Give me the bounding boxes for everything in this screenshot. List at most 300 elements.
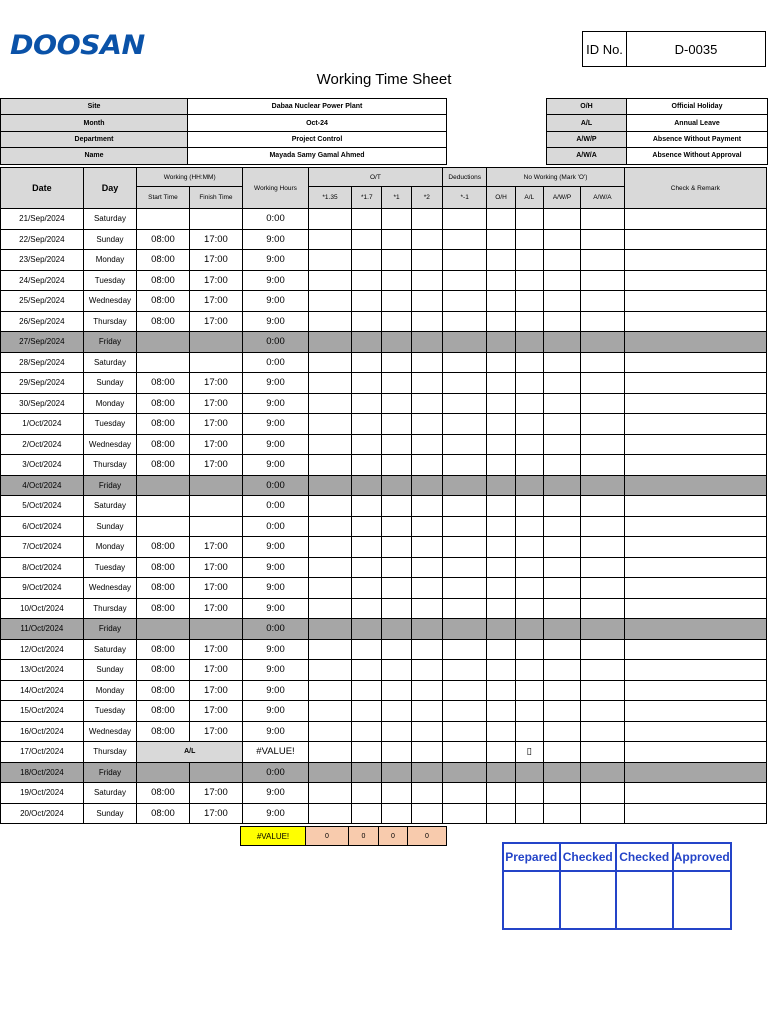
- oh-cell: [487, 721, 515, 742]
- date-cell: 22/Sep/2024: [1, 229, 84, 250]
- ot-2-cell: [411, 475, 442, 496]
- remark-cell: [624, 455, 766, 476]
- info-key: Name: [1, 148, 188, 164]
- ot-1-7-cell: [352, 229, 382, 250]
- table-row: [1, 516, 767, 537]
- al-cell: [515, 537, 543, 558]
- table-row: [1, 352, 767, 373]
- working-hours-cell: 9:00: [243, 373, 309, 394]
- deduction-cell: [443, 250, 487, 271]
- ot-1-7-cell: [352, 557, 382, 578]
- ot-1-35-cell: [308, 270, 351, 291]
- total-hours: #VALUE!: [241, 827, 306, 846]
- remark-cell: [624, 414, 766, 435]
- date-cell: 23/Sep/2024: [1, 250, 84, 271]
- start-time-cell: 08:00: [137, 291, 189, 312]
- oh-cell: [487, 803, 515, 824]
- date-cell: 27/Sep/2024: [1, 332, 84, 353]
- legend-meaning: Official Holiday: [627, 99, 768, 115]
- al-cell: [515, 475, 543, 496]
- start-time-cell: 08:00: [137, 537, 189, 558]
- ot-2-cell: [411, 270, 442, 291]
- remark-cell: [624, 393, 766, 414]
- date-cell: 2/Oct/2024: [1, 434, 84, 455]
- oh-cell: [487, 639, 515, 660]
- al-cell: [515, 496, 543, 517]
- day-cell: Friday: [83, 475, 136, 496]
- deduction-cell: [443, 311, 487, 332]
- day-cell: Saturday: [83, 352, 136, 373]
- header-start-time: Start Time: [137, 187, 189, 209]
- working-hours-cell: 9:00: [243, 434, 309, 455]
- ot-1-7-cell: [352, 393, 382, 414]
- ot-1-cell: [382, 783, 411, 804]
- legend-code: O/H: [547, 99, 627, 115]
- awa-cell: [581, 742, 624, 763]
- header-awp: A/W/P: [543, 187, 580, 209]
- info-value: Oct-24: [188, 115, 447, 131]
- awa-cell: [581, 639, 624, 660]
- header-ot-1-35: *1.35: [308, 187, 351, 209]
- al-cell: [515, 332, 543, 353]
- awp-cell: [543, 680, 580, 701]
- header-deductions: Deductions: [443, 168, 487, 187]
- remark-cell: [624, 783, 766, 804]
- awp-cell: [543, 291, 580, 312]
- ot-1-35-cell: [308, 557, 351, 578]
- ot-2-cell: [411, 393, 442, 414]
- ot-2-cell: [411, 639, 442, 660]
- deduction-cell: [443, 516, 487, 537]
- ot-2-cell: [411, 537, 442, 558]
- table-row: [1, 414, 767, 435]
- ot-1-35-cell: [308, 762, 351, 783]
- date-cell: 1/Oct/2024: [1, 414, 84, 435]
- ot-1-35-cell: [308, 496, 351, 517]
- ot-1-cell: [382, 619, 411, 640]
- start-time-cell: [137, 516, 189, 537]
- ot-1-7-cell: [352, 475, 382, 496]
- finish-time-cell: 17:00: [189, 229, 243, 250]
- awp-cell: [543, 762, 580, 783]
- ot-1-35-cell: [308, 742, 351, 763]
- ot-1-cell: [382, 762, 411, 783]
- oh-cell: [487, 414, 515, 435]
- working-hours-cell: 9:00: [243, 229, 309, 250]
- ot-1-cell: [382, 557, 411, 578]
- day-cell: Wednesday: [83, 721, 136, 742]
- header-no-working: No Working (Mark 'O'): [487, 168, 624, 187]
- ot-1-7-cell: [352, 434, 382, 455]
- ot-2-cell: [411, 660, 442, 681]
- oh-cell: [487, 291, 515, 312]
- deduction-cell: [443, 619, 487, 640]
- start-time-cell: 08:00: [137, 578, 189, 599]
- start-time-cell: 08:00: [137, 783, 189, 804]
- table-row: [1, 496, 767, 517]
- awa-cell: [581, 373, 624, 394]
- ot-1-35-cell: [308, 475, 351, 496]
- al-cell: [515, 209, 543, 230]
- ot-2-cell: [411, 762, 442, 783]
- working-hours-cell: 0:00: [243, 762, 309, 783]
- date-cell: 7/Oct/2024: [1, 537, 84, 558]
- ot-1-cell: [382, 352, 411, 373]
- working-hours-cell: 9:00: [243, 701, 309, 722]
- table-row: [1, 332, 767, 353]
- al-cell: [515, 455, 543, 476]
- date-cell: 28/Sep/2024: [1, 352, 84, 373]
- stamp-approved: Approved: [674, 844, 731, 872]
- table-row: [1, 434, 767, 455]
- info-table-left: [0, 98, 447, 165]
- day-cell: Wednesday: [83, 578, 136, 599]
- oh-cell: [487, 783, 515, 804]
- al-cell: [515, 393, 543, 414]
- awa-cell: [581, 783, 624, 804]
- start-time-cell: 08:00: [137, 229, 189, 250]
- date-cell: 29/Sep/2024: [1, 373, 84, 394]
- day-cell: Tuesday: [83, 701, 136, 722]
- header-awa: A/W/A: [581, 187, 624, 209]
- working-hours-cell: 9:00: [243, 414, 309, 435]
- finish-time-cell: [189, 619, 243, 640]
- awp-cell: [543, 721, 580, 742]
- awa-cell: [581, 701, 624, 722]
- oh-cell: [487, 332, 515, 353]
- working-hours-cell: 9:00: [243, 250, 309, 271]
- header-finish-time: Finish Time: [189, 187, 243, 209]
- ot-1-7-cell: [352, 414, 382, 435]
- ot-1-cell: [382, 332, 411, 353]
- working-hours-cell: 9:00: [243, 639, 309, 660]
- remark-cell: [624, 209, 766, 230]
- date-cell: 11/Oct/2024: [1, 619, 84, 640]
- ot-1-35-cell: [308, 783, 351, 804]
- oh-cell: [487, 209, 515, 230]
- legend-meaning: Absence Without Payment: [627, 131, 768, 147]
- day-cell: Tuesday: [83, 270, 136, 291]
- finish-time-cell: [189, 496, 243, 517]
- ot-1-cell: [382, 414, 411, 435]
- finish-time-cell: 17:00: [189, 680, 243, 701]
- working-hours-cell: 0:00: [243, 352, 309, 373]
- total-ot-1-35: 0: [306, 827, 349, 846]
- awp-cell: [543, 803, 580, 824]
- header-deduction-minus-1: *-1: [443, 187, 487, 209]
- table-row: [1, 311, 767, 332]
- ot-2-cell: [411, 721, 442, 742]
- awp-cell: [543, 598, 580, 619]
- info-row: [1, 99, 447, 115]
- awp-cell: [543, 209, 580, 230]
- timesheet-table: [0, 167, 767, 824]
- remark-cell: [624, 352, 766, 373]
- ot-1-cell: [382, 639, 411, 660]
- table-row: [1, 701, 767, 722]
- al-cell: [515, 373, 543, 394]
- al-cell: [515, 352, 543, 373]
- table-row: [1, 803, 767, 824]
- table-row: [1, 537, 767, 558]
- day-cell: Wednesday: [83, 291, 136, 312]
- al-cell: [515, 783, 543, 804]
- awa-cell: [581, 660, 624, 681]
- ot-2-cell: [411, 250, 442, 271]
- oh-cell: [487, 229, 515, 250]
- ot-1-7-cell: [352, 209, 382, 230]
- start-time-cell: 08:00: [137, 311, 189, 332]
- date-cell: 16/Oct/2024: [1, 721, 84, 742]
- working-hours-cell: 0:00: [243, 209, 309, 230]
- al-cell: [515, 598, 543, 619]
- ot-1-35-cell: [308, 352, 351, 373]
- al-cell: [515, 803, 543, 824]
- finish-time-cell: [189, 516, 243, 537]
- remark-cell: [624, 660, 766, 681]
- working-hours-cell: 9:00: [243, 803, 309, 824]
- day-cell: Thursday: [83, 742, 136, 763]
- al-cell: [515, 434, 543, 455]
- deduction-cell: [443, 414, 487, 435]
- ot-1-cell: [382, 680, 411, 701]
- awa-cell: [581, 311, 624, 332]
- total-ot-2: 0: [408, 827, 447, 846]
- ot-1-7-cell: [352, 250, 382, 271]
- awa-cell: [581, 537, 624, 558]
- awp-cell: [543, 742, 580, 763]
- ot-1-cell: [382, 598, 411, 619]
- day-cell: Thursday: [83, 598, 136, 619]
- day-cell: Sunday: [83, 660, 136, 681]
- ot-1-cell: [382, 660, 411, 681]
- oh-cell: [487, 516, 515, 537]
- al-cell: [515, 270, 543, 291]
- id-number-box: [582, 31, 766, 67]
- ot-1-7-cell: [352, 721, 382, 742]
- deduction-cell: [443, 496, 487, 517]
- header-al: A/L: [515, 187, 543, 209]
- day-cell: Friday: [83, 332, 136, 353]
- table-row: [1, 578, 767, 599]
- doosan-logo: DOOSAN: [10, 30, 145, 61]
- deduction-cell: [443, 783, 487, 804]
- finish-time-cell: [189, 475, 243, 496]
- awp-cell: [543, 414, 580, 435]
- legend-row: [547, 99, 768, 115]
- ot-1-cell: [382, 291, 411, 312]
- ot-1-7-cell: [352, 311, 382, 332]
- remark-cell: [624, 557, 766, 578]
- stamp-checked: Checked: [561, 844, 618, 872]
- ot-1-7-cell: [352, 680, 382, 701]
- working-hours-cell: 0:00: [243, 496, 309, 517]
- al-cell: ▯: [515, 742, 543, 763]
- table-row: [1, 762, 767, 783]
- working-hours-cell: 9:00: [243, 455, 309, 476]
- awa-cell: [581, 332, 624, 353]
- ot-2-cell: [411, 291, 442, 312]
- ot-1-cell: [382, 311, 411, 332]
- deduction-cell: [443, 721, 487, 742]
- awp-cell: [543, 496, 580, 517]
- date-cell: 9/Oct/2024: [1, 578, 84, 599]
- ot-1-cell: [382, 270, 411, 291]
- awp-cell: [543, 332, 580, 353]
- awa-cell: [581, 250, 624, 271]
- ot-1-7-cell: [352, 455, 382, 476]
- ot-1-35-cell: [308, 414, 351, 435]
- ot-1-7-cell: [352, 516, 382, 537]
- ot-1-cell: [382, 803, 411, 824]
- ot-1-7-cell: [352, 598, 382, 619]
- date-cell: 20/Oct/2024: [1, 803, 84, 824]
- oh-cell: [487, 475, 515, 496]
- legend-code: A/L: [547, 115, 627, 131]
- remark-cell: [624, 742, 766, 763]
- ot-1-7-cell: [352, 332, 382, 353]
- oh-cell: [487, 496, 515, 517]
- remark-cell: [624, 270, 766, 291]
- al-cell: [515, 557, 543, 578]
- header-ot: O/T: [308, 168, 442, 187]
- start-time-cell: [137, 619, 189, 640]
- ot-1-cell: [382, 742, 411, 763]
- total-ot-1: 0: [379, 827, 408, 846]
- deduction-cell: [443, 291, 487, 312]
- deduction-cell: [443, 475, 487, 496]
- ot-1-cell: [382, 393, 411, 414]
- remark-cell: [624, 229, 766, 250]
- remark-cell: [624, 537, 766, 558]
- deduction-cell: [443, 742, 487, 763]
- oh-cell: [487, 373, 515, 394]
- date-cell: 24/Sep/2024: [1, 270, 84, 291]
- ot-2-cell: [411, 434, 442, 455]
- finish-time-cell: 17:00: [189, 455, 243, 476]
- date-cell: 21/Sep/2024: [1, 209, 84, 230]
- finish-time-cell: 17:00: [189, 783, 243, 804]
- deduction-cell: [443, 680, 487, 701]
- oh-cell: [487, 270, 515, 291]
- day-cell: Monday: [83, 250, 136, 271]
- legend-code: A/W/A: [547, 148, 627, 164]
- ot-1-7-cell: [352, 270, 382, 291]
- ot-1-7-cell: [352, 291, 382, 312]
- info-value: Dabaa Nuclear Power Plant: [188, 99, 447, 115]
- table-row: [1, 229, 767, 250]
- table-row: [1, 475, 767, 496]
- table-row: [1, 639, 767, 660]
- al-cell: [515, 311, 543, 332]
- awa-cell: [581, 680, 624, 701]
- ot-1-7-cell: [352, 639, 382, 660]
- ot-1-35-cell: [308, 578, 351, 599]
- table-row: [1, 660, 767, 681]
- working-hours-cell: 9:00: [243, 680, 309, 701]
- awp-cell: [543, 250, 580, 271]
- oh-cell: [487, 619, 515, 640]
- ot-1-cell: [382, 721, 411, 742]
- start-time-cell: 08:00: [137, 639, 189, 660]
- awp-cell: [543, 393, 580, 414]
- legend-row: [547, 115, 768, 131]
- oh-cell: [487, 598, 515, 619]
- remark-cell: [624, 619, 766, 640]
- awp-cell: [543, 229, 580, 250]
- remark-cell: [624, 639, 766, 660]
- header-working-hours: Working Hours: [243, 168, 309, 209]
- day-cell: Monday: [83, 537, 136, 558]
- awa-cell: [581, 455, 624, 476]
- oh-cell: [487, 680, 515, 701]
- ot-2-cell: [411, 332, 442, 353]
- working-hours-cell: 9:00: [243, 598, 309, 619]
- oh-cell: [487, 434, 515, 455]
- ot-2-cell: [411, 209, 442, 230]
- table-row: [1, 598, 767, 619]
- ot-1-35-cell: [308, 598, 351, 619]
- day-cell: Sunday: [83, 803, 136, 824]
- al-cell: [515, 414, 543, 435]
- deduction-cell: [443, 598, 487, 619]
- finish-time-cell: 17:00: [189, 373, 243, 394]
- working-hours-cell: 0:00: [243, 619, 309, 640]
- ot-2-cell: [411, 229, 442, 250]
- ot-1-35-cell: [308, 721, 351, 742]
- day-cell: Thursday: [83, 455, 136, 476]
- date-cell: 6/Oct/2024: [1, 516, 84, 537]
- awa-cell: [581, 229, 624, 250]
- remark-cell: [624, 250, 766, 271]
- remark-cell: [624, 475, 766, 496]
- start-time-cell: 08:00: [137, 557, 189, 578]
- stamp-checked-2: Checked: [617, 844, 674, 872]
- ot-1-7-cell: [352, 701, 382, 722]
- deduction-cell: [443, 537, 487, 558]
- day-cell: Wednesday: [83, 434, 136, 455]
- awp-cell: [543, 373, 580, 394]
- awp-cell: [543, 701, 580, 722]
- ot-1-7-cell: [352, 783, 382, 804]
- legend-row: [547, 148, 768, 164]
- al-cell: [515, 762, 543, 783]
- header-remark: Check & Remark: [624, 168, 766, 209]
- start-time-cell: 08:00: [137, 701, 189, 722]
- header-ot-1-7: *1.7: [352, 187, 382, 209]
- deduction-cell: [443, 639, 487, 660]
- finish-time-cell: 17:00: [189, 803, 243, 824]
- day-cell: Saturday: [83, 639, 136, 660]
- ot-1-35-cell: [308, 311, 351, 332]
- start-time-cell: 08:00: [137, 434, 189, 455]
- table-row: [1, 742, 767, 763]
- ot-1-35-cell: [308, 639, 351, 660]
- day-cell: Sunday: [83, 229, 136, 250]
- ot-2-cell: [411, 414, 442, 435]
- date-cell: 3/Oct/2024: [1, 455, 84, 476]
- oh-cell: [487, 742, 515, 763]
- ot-2-cell: [411, 557, 442, 578]
- deduction-cell: [443, 373, 487, 394]
- table-row: [1, 209, 767, 230]
- finish-time-cell: 17:00: [189, 721, 243, 742]
- awa-cell: [581, 414, 624, 435]
- finish-time-cell: 17:00: [189, 537, 243, 558]
- oh-cell: [487, 250, 515, 271]
- day-cell: Thursday: [83, 311, 136, 332]
- stamp-sign-approved: [674, 872, 731, 928]
